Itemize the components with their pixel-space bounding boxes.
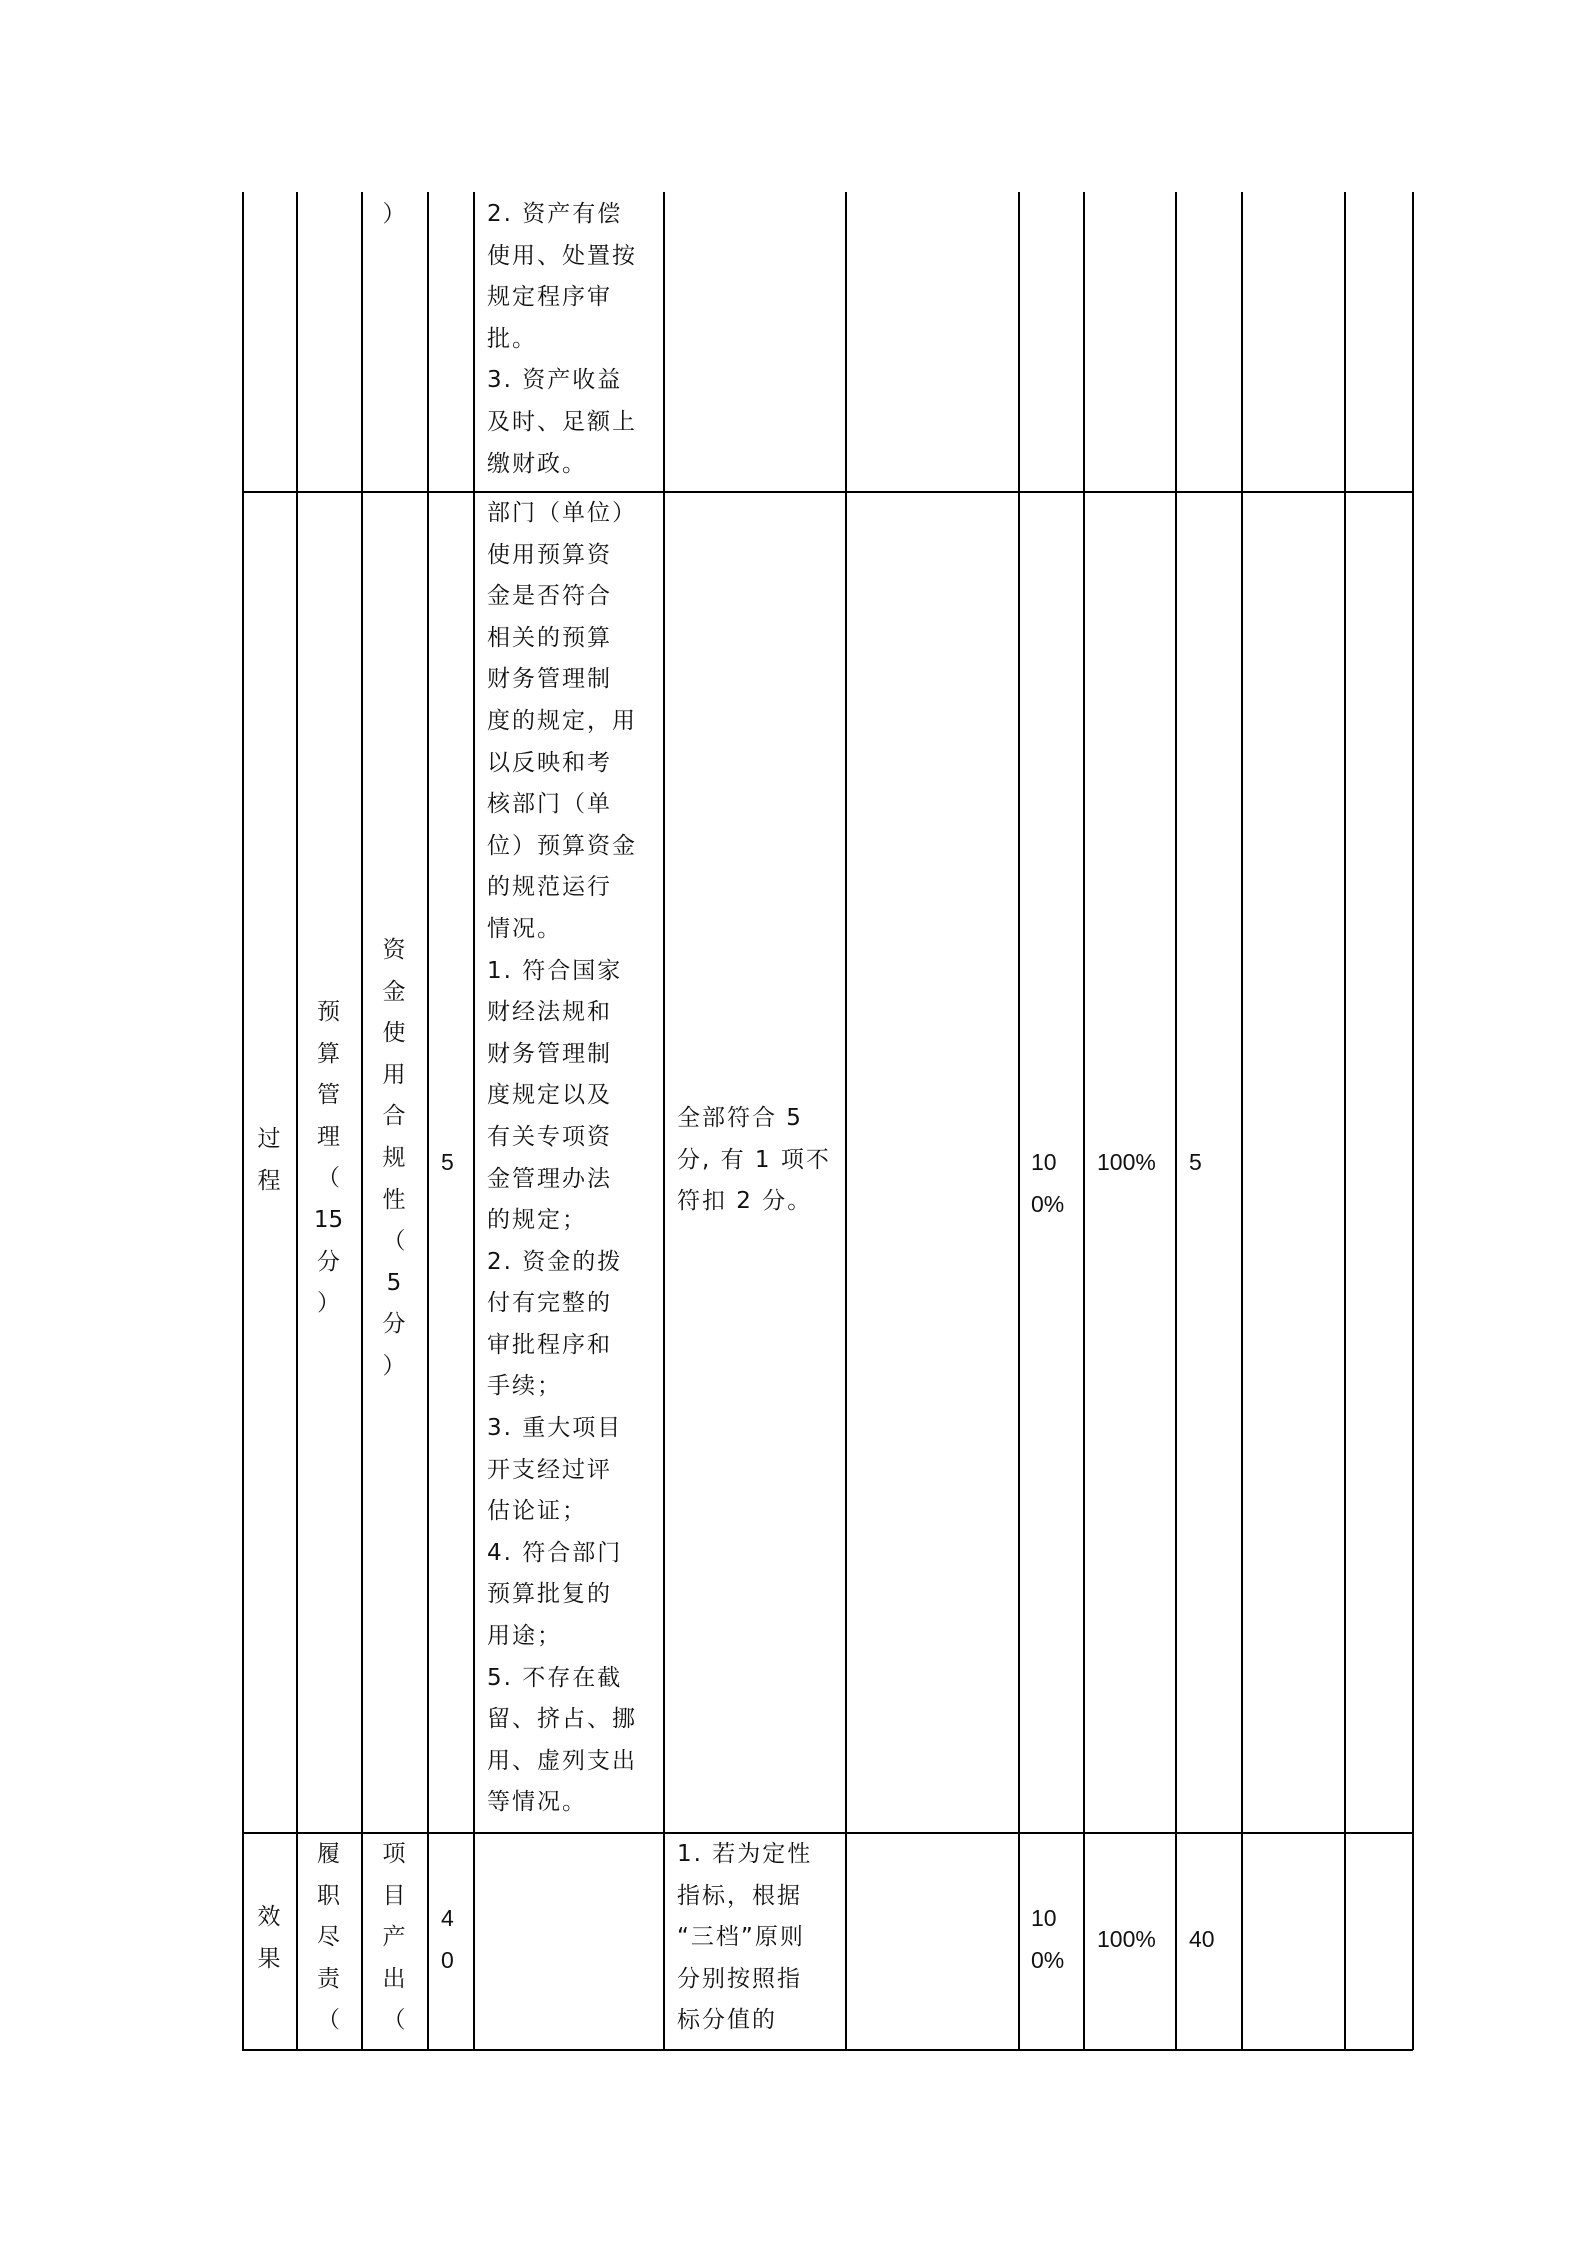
level3-indicator-cell: 项 目 产 出 （ (382, 1841, 406, 2034)
actual-value-cell: 100% (1097, 1926, 1156, 1952)
indicator-description-cell: 部门（单位） 使用预算资 金是否符合 相关的预算 财务管理制 度的规定，用 以反映和考 核部门（单 位）预算资金 的规范运行 情况。 1. 符合国家 财经法规和 财务管理制 度规定以及 有关专项资 金管理办法 的规定； 2. 资金的拨 付有完整的 审批程序和 手续； 3. 重大项目 开支经过评 估论证； 4. 符合部门 预算批复的 用途； 5. 不存在截 留、挤占、挪 用、虚列支出 等情况。 (487, 500, 637, 1816)
table-rule (473, 192, 475, 2050)
table-rule (1083, 192, 1085, 2050)
weight-cell: 4 0 (441, 1905, 454, 1973)
level3-indicator-cell: 资 金 使 用 合 规 性 （ 5 分 ） (382, 937, 406, 1379)
table-rule (242, 2049, 1413, 2051)
score-cell: 40 (1189, 1926, 1215, 1952)
level2-indicator-cell: 预 算 管 理 （ 15 分 ） (313, 999, 344, 1317)
level3-indicator-cell: ） (382, 201, 406, 227)
target-value-cell: 10 0% (1031, 1905, 1065, 1973)
scoring-standard-cell: 全部符合 5 分, 有 1 项不 符扣 2 分。 (677, 1105, 831, 1215)
target-value-cell: 10 0% (1031, 1149, 1065, 1217)
level1-indicator-cell: 过 程 (257, 1126, 281, 1194)
weight-cell: 5 (441, 1149, 454, 1175)
table-rule (242, 491, 1413, 493)
table-rule (1412, 192, 1414, 2050)
level2-indicator-cell: 履 职 尽 责 （ (317, 1841, 340, 2034)
table-rule (1344, 192, 1346, 2050)
table-rule (427, 192, 429, 2050)
score-cell: 5 (1189, 1149, 1202, 1175)
level1-indicator-cell: 效 果 (257, 1904, 281, 1972)
actual-value-cell: 100% (1097, 1149, 1156, 1175)
scoring-standard-cell: 1. 若为定性 指标，根据 “三档”原则 分别按照指 标分值的 (677, 1841, 813, 2034)
table-rule (1241, 192, 1243, 2050)
table-rule (1175, 192, 1177, 2050)
indicator-description-cell: 2. 资产有偿 使用、处置按 规定程序审 批。 3. 资产收益 及时、足额上 缴财政。 (487, 201, 637, 477)
table-rule (1018, 192, 1020, 2050)
